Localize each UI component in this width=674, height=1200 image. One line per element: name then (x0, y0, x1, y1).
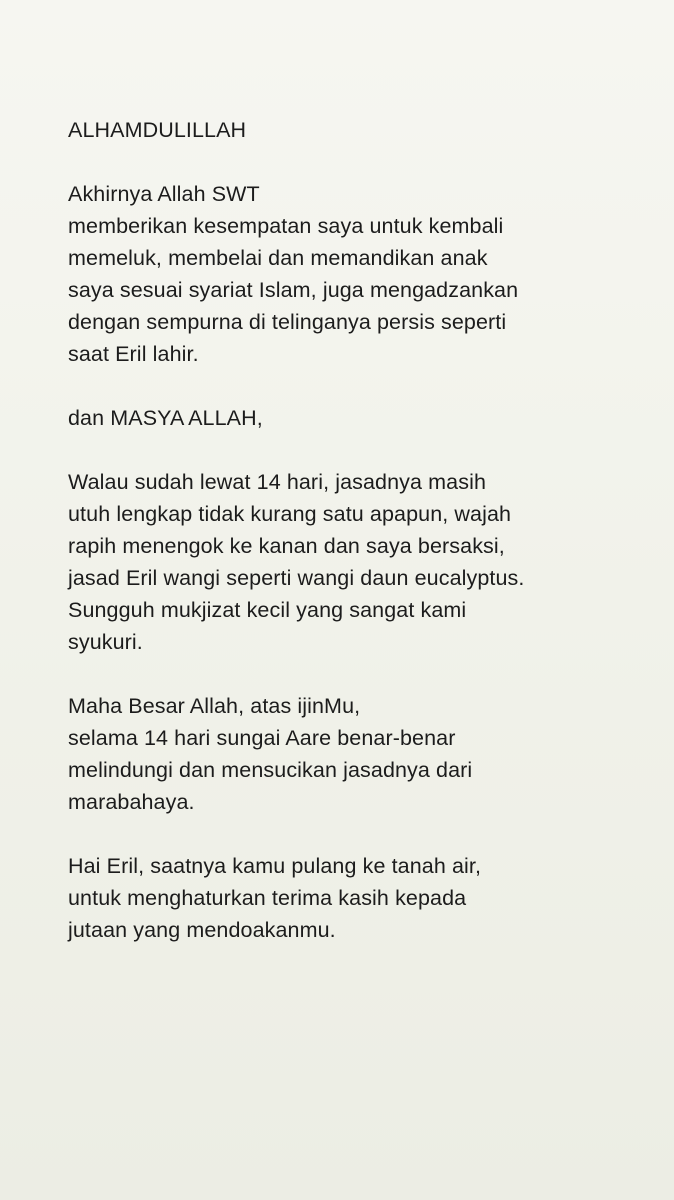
text-line: saat Eril lahir. (68, 342, 199, 366)
text-line: marabahaya. (68, 790, 195, 814)
text-line: Walau sudah lewat 14 hari, jasadnya masih (68, 470, 487, 494)
paragraph (68, 402, 524, 434)
document-text (68, 114, 524, 978)
text-line: Sungguh mukjizat kecil yang sangat kami (68, 598, 467, 622)
text-line: saya sesuai syariat Islam, juga mengadzankan (68, 278, 519, 302)
text-line: ALHAMDULILLAH (68, 118, 247, 142)
text-line: jasad Eril wangi seperti wangi daun eucalyptus. (68, 566, 525, 590)
text-line: syukuri. (68, 630, 143, 654)
paragraph (68, 850, 524, 946)
text-line: utuh lengkap tidak kurang satu apapun, wajah (68, 502, 512, 526)
text-line: Hai Eril, saatnya kamu pulang ke tanah air, (68, 854, 482, 878)
text-line: Akhirnya Allah SWT (68, 182, 260, 206)
paragraph (68, 178, 524, 370)
text-line: rapih menengok ke kanan dan saya bersaksi, (68, 534, 505, 558)
text-line: dan MASYA ALLAH, (68, 406, 263, 430)
text-line: memeluk, membelai dan memandikan anak (68, 246, 488, 270)
document-heading (68, 114, 524, 146)
paragraph (68, 466, 524, 658)
paragraph (68, 690, 524, 818)
text-line: Maha Besar Allah, atas ijinMu, (68, 694, 361, 718)
text-line: dengan sempurna di telinganya persis seperti (68, 310, 507, 334)
text-line: selama 14 hari sungai Aare benar-benar (68, 726, 456, 750)
text-line: jutaan yang mendoakanmu. (68, 918, 336, 942)
text-line: untuk menghaturkan terima kasih kepada (68, 886, 467, 910)
text-line: melindungi dan mensucikan jasadnya dari (68, 758, 473, 782)
text-line: memberikan kesempatan saya untuk kembali (68, 214, 504, 238)
